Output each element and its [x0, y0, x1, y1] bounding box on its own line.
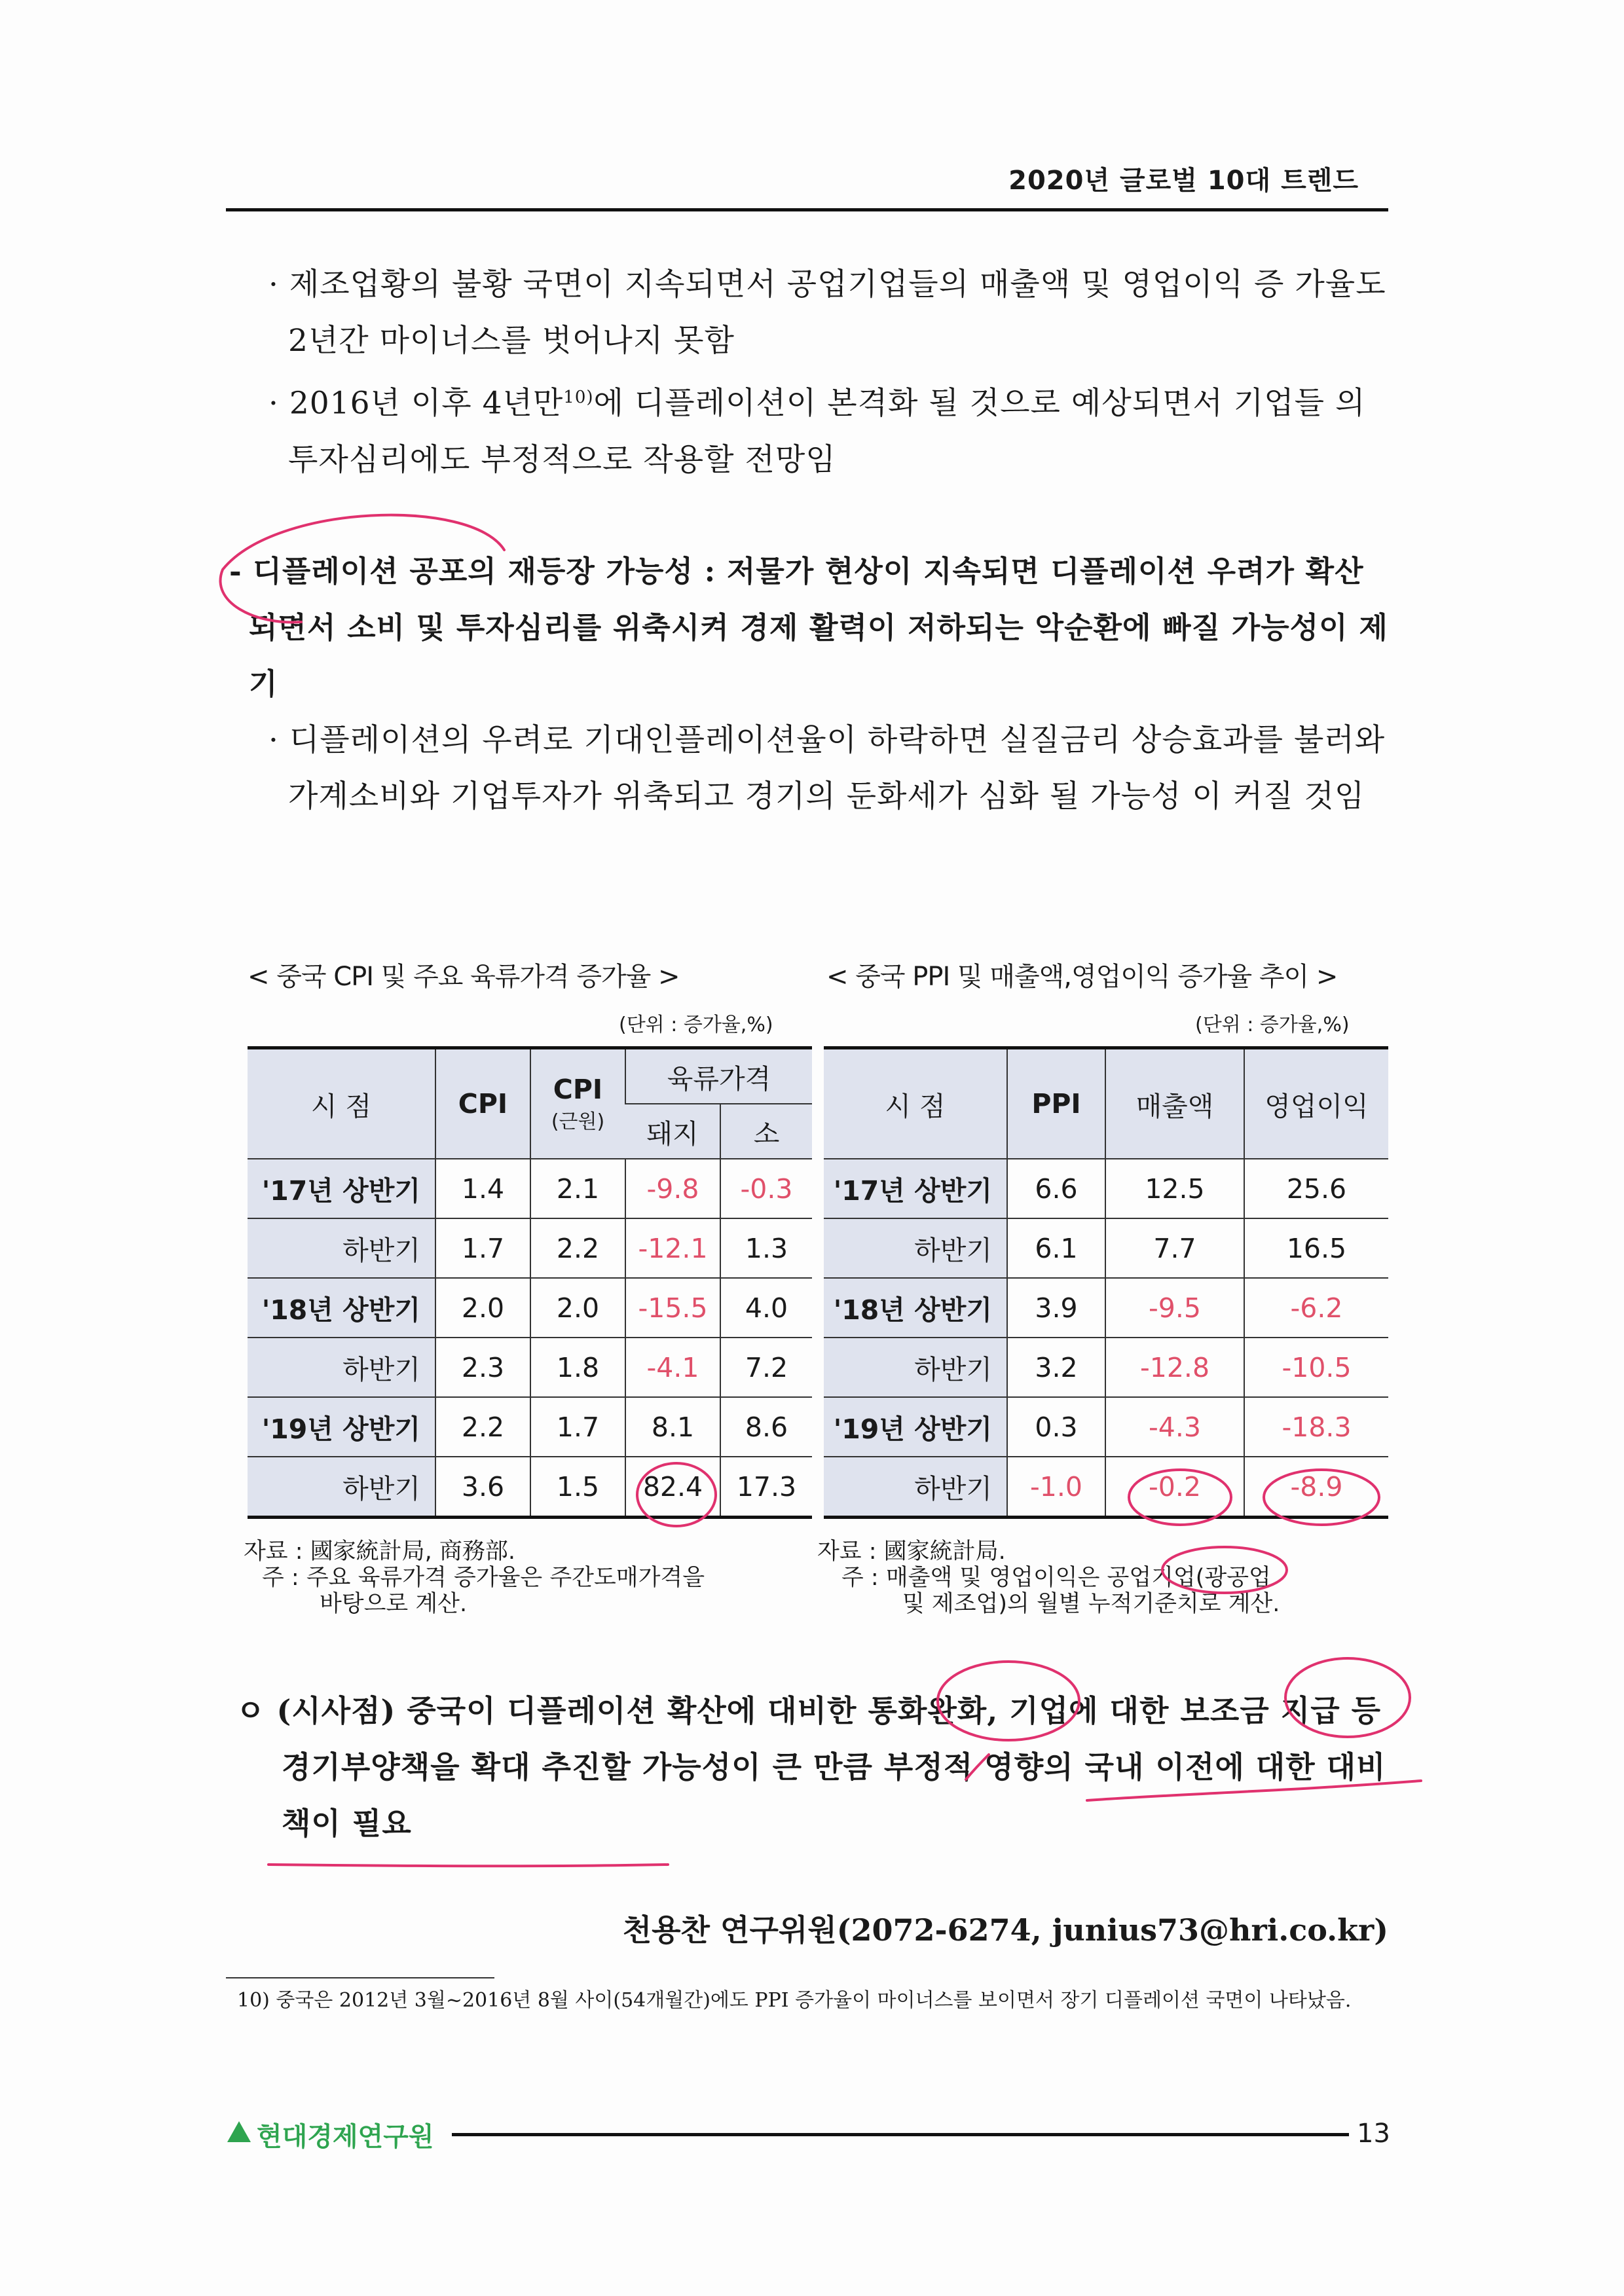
col-sales: 매출액 [1105, 1048, 1244, 1159]
cell-cpi: 2.2 [435, 1397, 530, 1457]
circle-mark [637, 1463, 716, 1526]
cell-beef: 8.6 [720, 1397, 812, 1457]
col-period: 시 점 [248, 1048, 435, 1159]
right-note-1: 주 : 매출액 및 영업이익은 공업기업(광공업 [841, 1565, 1271, 1591]
circle-mark [1129, 1470, 1231, 1525]
underline-mark [268, 1865, 668, 1866]
bullet-deflation-risk: · 디플레이션의 우려로 기대인플레이션율이 하락하면 실질금리 상승효과를 불러와 가계소비와 기업투자가 위축되고 경기의 둔화세가 심화 될 가능성 이 커질 것임 [268, 722, 1386, 814]
col-ppi: PPI [1007, 1048, 1105, 1159]
cell-ppi: 3.2 [1007, 1338, 1105, 1397]
col-period: 시 점 [824, 1048, 1007, 1159]
cell-profit: 16.5 [1244, 1218, 1388, 1278]
col-pork: 돼지 [625, 1104, 720, 1159]
cell-ppi: 6.1 [1007, 1218, 1105, 1278]
cell-sales: -9.5 [1105, 1278, 1244, 1338]
underline-mark [966, 1755, 989, 1779]
footnote-ref: 10) [563, 388, 594, 407]
row-period: 하반기 [824, 1457, 1007, 1518]
footer-org: 현대경제연구원 [257, 2122, 434, 2152]
row-period: '17년 상반기 [248, 1159, 435, 1218]
left-table-title: < 중국 CPI 및 주요 육류가격 증가율 > [248, 962, 680, 992]
cell-cpi-core: 1.5 [530, 1457, 625, 1518]
page-number: 13 [1357, 2119, 1390, 2149]
cell-cpi: 2.3 [435, 1338, 530, 1397]
circle-mark [1264, 1470, 1379, 1525]
cell-beef: 4.0 [720, 1278, 812, 1338]
cell-cpi: 3.6 [435, 1457, 530, 1518]
bullet-industry: · 제조업황의 불황 국면이 지속되면서 공업기업들의 매출액 및 영업이익 증 가율도 2년간 마이너스를 벗어나지 못함 [268, 266, 1386, 359]
cell-profit: -18.3 [1244, 1397, 1388, 1457]
cell-beef: 7.2 [720, 1338, 812, 1397]
cell-ppi: 6.6 [1007, 1159, 1105, 1218]
cell-beef: 1.3 [720, 1218, 812, 1278]
right-table-title: < 중국 PPI 및 매출액,영업이익 증가율 추이 > [826, 962, 1338, 992]
row-period: '18년 상반기 [248, 1278, 435, 1338]
cell-profit: 25.6 [1244, 1159, 1388, 1218]
cell-cpi-core: 2.0 [530, 1278, 625, 1338]
row-period: 하반기 [248, 1218, 435, 1278]
col-cpi-core: CPI (근원) [530, 1048, 625, 1159]
section-heading: - 디플레이션 공포의 재등장 가능성 : 저물가 현상이 지속되면 디플레이션 우려가 확산되면서 소비 및 투자심리를 위축시켜 경제 활력이 저하되는 악순환에 빠질 가능성이 제기 [229, 554, 1388, 701]
underline-mark [1087, 1781, 1421, 1800]
left-table-unit: (단위 : 증가율,%) [619, 1013, 773, 1036]
running-header: 2020년 글로벌 10대 트렌드 [1008, 166, 1359, 196]
cell-cpi-core: 1.7 [530, 1397, 625, 1457]
right-table-unit: (단위 : 증가율,%) [1195, 1013, 1350, 1036]
left-source: 자료 : 國家統計局, 商務部. [244, 1539, 516, 1565]
left-note-2: 바탕으로 계산. [320, 1591, 468, 1617]
circle-mark [1162, 1547, 1287, 1593]
circle-mark [938, 1662, 1079, 1740]
row-period: 하반기 [824, 1218, 1007, 1278]
right-note-2: 및 제조업)의 월별 누적기준치로 계산. [902, 1591, 1280, 1617]
left-note-1: 주 : 주요 육류가격 증가율은 주간도매가격을 [262, 1565, 705, 1591]
row-period: 하반기 [248, 1338, 435, 1397]
row-period: '18년 상반기 [824, 1278, 1007, 1338]
cell-cpi-core: 2.2 [530, 1218, 625, 1278]
cell-profit: -10.5 [1244, 1338, 1388, 1397]
cell-ppi: 0.3 [1007, 1397, 1105, 1457]
cell-beef: -0.3 [720, 1159, 812, 1218]
bullet-deflation-outlook: · 2016년 이후 4년만$^{10)}$에 디플레이션이 본격화 될 것으로 예상되면서 기업들 의 투자심리에도 부정적으로 작용할 전망임 [268, 385, 1366, 478]
row-period: '17년 상반기 [824, 1159, 1007, 1218]
cell-sales: -12.8 [1105, 1338, 1244, 1397]
cell-cpi: 1.4 [435, 1159, 530, 1218]
cell-pork: -9.8 [625, 1159, 720, 1218]
cell-profit: -6.2 [1244, 1278, 1388, 1338]
cell-sales: 7.7 [1105, 1218, 1244, 1278]
col-beef: 소 [720, 1104, 812, 1159]
cell-profit: -8.9 [1244, 1457, 1388, 1518]
cell-beef: 17.3 [720, 1457, 812, 1518]
author-contact: 천용찬 연구위원(2072-6274, junius73@hri.co.kr) [622, 1912, 1388, 1948]
cell-cpi-core: 2.1 [530, 1159, 625, 1218]
cell-cpi: 2.0 [435, 1278, 530, 1338]
cell-sales: 12.5 [1105, 1159, 1244, 1218]
cell-ppi: -1.0 [1007, 1457, 1105, 1518]
implication: ㅇ (시사점) 중국이 디플레이션 확산에 대비한 통화완화, 기업에 대한 보조금 지급 등 경기부양책을 확대 추진할 가능성이 큰 만큼 부정적 영향의 국내 이전에 대한 대비책이 필요 [236, 1693, 1386, 1841]
cell-pork: -12.1 [625, 1218, 720, 1278]
row-period: 하반기 [248, 1457, 435, 1518]
cell-cpi: 1.7 [435, 1218, 530, 1278]
cell-ppi: 3.9 [1007, 1278, 1105, 1338]
row-period: '19년 상반기 [824, 1397, 1007, 1457]
row-period: 하반기 [824, 1338, 1007, 1397]
cell-sales: -4.3 [1105, 1397, 1244, 1457]
col-cpi: CPI [435, 1048, 530, 1159]
cell-pork: 82.4 [625, 1457, 720, 1518]
cell-pork: -15.5 [625, 1278, 720, 1338]
cell-sales: -0.2 [1105, 1457, 1244, 1518]
circle-mark [1285, 1658, 1410, 1737]
cell-pork: -4.1 [625, 1338, 720, 1397]
circle-mark [221, 515, 504, 623]
footnote: 10) 중국은 2012년 3월~2016년 8월 사이(54개월간)에도 PPI 증가율이 마이너스를 보이면서 장기 디플레이션 국면이 나타났음. [237, 1989, 1352, 2012]
col-meat: 육류가격 [625, 1048, 812, 1104]
cell-cpi-core: 1.8 [530, 1338, 625, 1397]
col-profit: 영업이익 [1244, 1048, 1388, 1159]
cell-pork: 8.1 [625, 1397, 720, 1457]
row-period: '19년 상반기 [248, 1397, 435, 1457]
right-source: 자료 : 國家統計局. [817, 1539, 1006, 1565]
